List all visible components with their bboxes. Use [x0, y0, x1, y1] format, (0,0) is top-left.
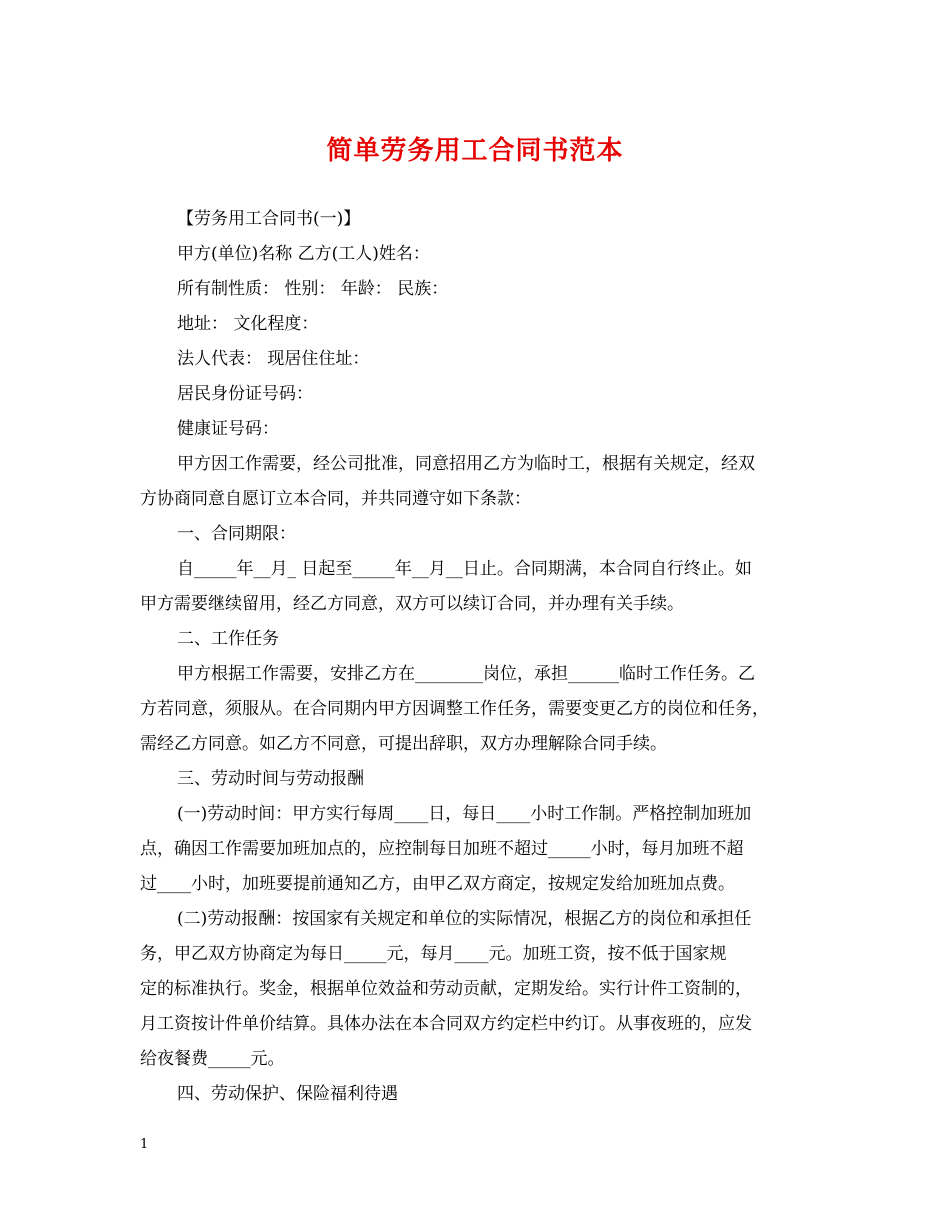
clause-heading-hours-pay: 三、劳动时间与劳动报酬	[177, 769, 364, 789]
clause-heading-tasks: 二、工作任务	[177, 629, 279, 649]
form-line-party-names: 甲方(单位)名称 乙方(工人)姓名：	[177, 244, 430, 264]
form-line-id-number: 居民身份证号码：	[177, 384, 313, 404]
form-line-ownership: 所有制性质： 性别： 年龄： 民族：	[177, 279, 449, 299]
paragraph-line: 自_____年__月_ 日起至_____年__月__日止。合同期满，本合同自行终止。如	[177, 559, 752, 579]
paragraph-line: 定的标准执行。奖金，根据单位效益和劳动贡献，定期发给。实行计件工资制的，	[140, 979, 752, 999]
form-line-address: 地址： 文化程度：	[177, 314, 319, 334]
document-title: 简单劳务用工合同书范本	[326, 136, 624, 166]
clause-heading-term: 一、合同期限：	[177, 524, 296, 544]
paragraph-line: 需经乙方同意。如乙方不同意，可提出辞职，双方办理解除合同手续。	[140, 734, 667, 754]
paragraph-line: 甲方因工作需要，经公司批准，同意招用乙方为临时工，根据有关规定，经双	[177, 454, 755, 474]
paragraph-line: 点，确因工作需要加班加点的，应控制每日加班不超过_____小时，每月加班不超	[140, 839, 744, 859]
form-line-legal-rep: 法人代表： 现居住住址：	[177, 349, 370, 369]
section-heading: 【劳务用工合同书(一)】	[177, 209, 361, 229]
paragraph-line: 给夜餐费_____元。	[140, 1049, 285, 1069]
paragraph-line: 甲方根据工作需要，安排乙方在________岗位，承担______临时工作任务。乙	[177, 664, 755, 684]
paragraph-line: 方若同意，须服从。在合同期内甲方因调整工作任务，需要变更乙方的岗位和任务，	[140, 699, 769, 719]
paragraph-line: 月工资按计件单价结算。具体办法在本合同双方约定栏中约订。从事夜班的，应发	[140, 1014, 752, 1034]
paragraph-line: (一)劳动时间：甲方实行每周____日，每日____小时工作制。严格控制加班加	[177, 804, 752, 824]
form-line-health-cert: 健康证号码：	[177, 419, 279, 439]
page-number: 1	[140, 1137, 149, 1152]
paragraph-line: (二)劳动报酬：按国家有关规定和单位的实际情况，根据乙方的岗位和承担任	[177, 909, 752, 929]
paragraph-line: 过____小时，加班要提前通知乙方，由甲乙双方商定，按规定发给加班加点费。	[140, 874, 735, 894]
paragraph-line: 务，甲乙双方协商定为每日_____元，每月____元。加班工资，按不低于国家规	[140, 944, 727, 964]
clause-heading-protection: 四、劳动保护、保险福利待遇	[177, 1084, 398, 1104]
paragraph-line: 甲方需要继续留用，经乙方同意，双方可以续订合同，并办理有关手续。	[140, 594, 684, 614]
paragraph-line: 方协商同意自愿订立本合同，并共同遵守如下条款：	[140, 489, 531, 509]
